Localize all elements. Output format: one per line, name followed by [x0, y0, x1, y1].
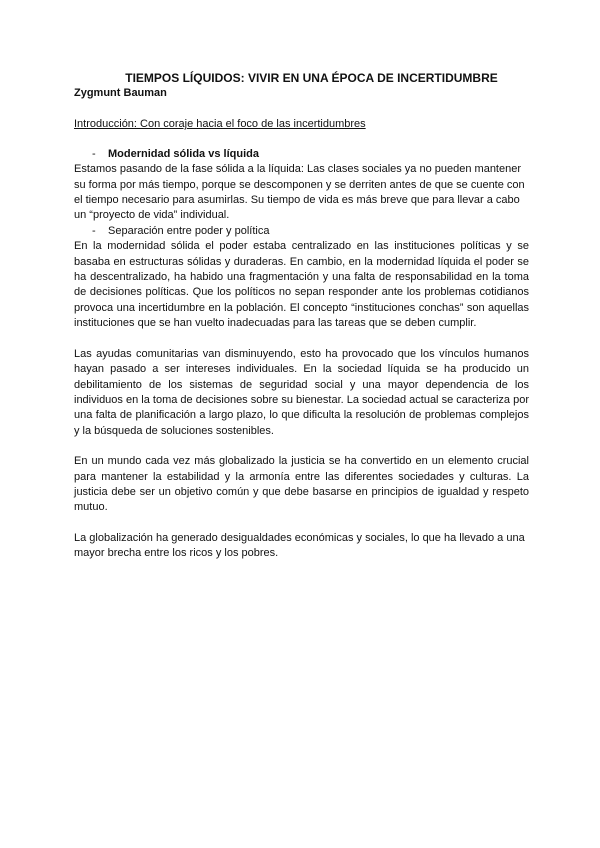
section-heading-text: Separación entre poder y política: [108, 224, 270, 237]
intro-heading: Introducción: Con coraje hacia el foco de las incertidumbres: [74, 118, 366, 131]
document-author: Zygmunt Bauman: [74, 87, 167, 99]
paragraph-justice: En un mundo cada vez más globalizado la justicia se ha convertido en un elemento crucial para mantener la estabilidad y la armonía entre las diferentes sociedades y culturas. La justicia debe ser un objetivo común y que debe basarse en principios de igualdad y respeto mutuo.: [74, 455, 529, 514]
bullet-dash: -: [92, 147, 96, 160]
paragraph-globalization: La globalización ha generado desigualdades económicas y sociales, lo que ha llevado a una mayor brecha entre los ricos y los pobres.: [74, 531, 525, 560]
document-page: [74, 70, 529, 562]
bullet-dash: -: [92, 224, 96, 237]
section-heading-solid-vs-liquid: [74, 147, 529, 162]
document-title: TIEMPOS LÍQUIDOS: VIVIR EN UNA ÉPOCA DE INCERTIDUMBRE: [125, 71, 498, 85]
section-paragraph-solid-vs-liquid: Estamos pasando de la fase sólida a la líquida: Las clases sociales ya no pueden mantener su forma por más tiempo, porque se descomponen y se derriten antes de que se cuente con el tiempo necesario para asumirlas. Su tiempo de vida es más breve que para llevar a cabo un “proyecto de vida” individual.: [74, 163, 525, 222]
paragraph-community-aid: Las ayudas comunitarias van disminuyendo, esto ha provocado que los vínculos humanos hayan pasado a ser intereses individuales. En la sociedad líquida se ha producido un debilitamiento de los sistemas de seguridad social y una mayor dependencia de los individuos en la toma de decisiones sobre su bienestar. La sociedad actual se caracteriza por una falta de planificación a largo plazo, lo que dificulta la resolución de problemas complejos y la búsqueda de soluciones sostenibles.: [74, 347, 529, 437]
section-heading-power-politics: [74, 224, 529, 239]
section-paragraph-power-politics: En la modernidad sólida el poder estaba centralizado en las instituciones políticas y se basaba en estructuras sólidas y duraderas. En cambio, en la modernidad líquida el poder se ha descentralizado, ha habido una fragmentación y una falta de responsabilidad en la toma de decisiones políticas. Que los políticos no sepan responder ante los problemas cotidianos provoca una incertidumbre en la población. El concepto “instituciones conchas” son aquellas instituciones que se han vuelto inadecuadas para las tareas que se deben cumplir.: [74, 240, 529, 330]
section-heading-text: Modernidad sólida vs líquida: [108, 147, 259, 160]
